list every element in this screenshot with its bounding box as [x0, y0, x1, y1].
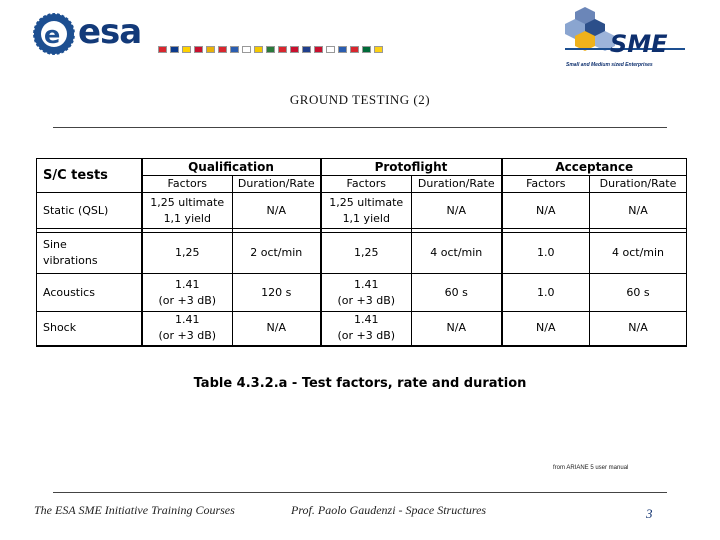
table-cell: 60 s [412, 274, 502, 312]
flag-icon [254, 46, 263, 53]
flag-icon [290, 46, 299, 53]
flag-icon [314, 46, 323, 53]
source-note: from ARIANE 5 user manual [553, 465, 629, 471]
row-test-name: Acoustics [37, 274, 142, 312]
table-cell: N/A [502, 193, 590, 229]
flag-icon [218, 46, 227, 53]
subheader: Factors [502, 176, 590, 193]
footer-course: The ESA SME Initiative Training Courses [34, 503, 235, 517]
table-cell: 1.0 [502, 233, 590, 274]
table-cell: 1.41 (or +3 dB) [142, 312, 233, 346]
table-cell: 60 s [590, 274, 687, 312]
flag-icon [374, 46, 383, 53]
flag-icon [206, 46, 215, 53]
member-state-flags [158, 46, 383, 53]
table-cell: 1.41 (or +3 dB) [321, 274, 412, 312]
flag-icon [350, 46, 359, 53]
table-cell: 1.41 (or +3 dB) [321, 312, 412, 346]
flag-icon [194, 46, 203, 53]
flag-icon [278, 46, 287, 53]
page-number: 3 [646, 506, 653, 521]
table-cell: N/A [233, 312, 321, 346]
title-divider [53, 127, 667, 128]
flag-icon [230, 46, 239, 53]
sc-tests-header: S/C tests [37, 159, 142, 193]
subheader: Factors [142, 176, 233, 193]
flag-icon [182, 46, 191, 53]
flag-icon [362, 46, 371, 53]
table-cell: 120 s [233, 274, 321, 312]
footer-divider [53, 492, 667, 493]
slide-title: GROUND TESTING (2) [289, 92, 431, 107]
table-caption: Table 4.3.2.a - Test factors, rate and duration [193, 376, 527, 391]
table-cell: N/A [412, 193, 502, 229]
group-qualification: Qualification [142, 159, 321, 176]
flag-icon [326, 46, 335, 53]
row-test-name: Sine vibrations [37, 233, 142, 274]
table-cell: 1,25 [142, 233, 233, 274]
test-factors-table [36, 158, 687, 347]
sme-logo-text: SME [610, 30, 668, 58]
subheader: Factors [321, 176, 412, 193]
table-cell: 1.41 (or +3 dB) [142, 274, 233, 312]
esa-logo-text: esa [78, 12, 142, 52]
table-cell: 1,25 [321, 233, 412, 274]
sme-tagline: Small and Medium sized Enterprises [566, 62, 653, 68]
flag-icon [170, 46, 179, 53]
flag-icon [302, 46, 311, 53]
subheader: Duration/Rate [233, 176, 321, 193]
row-test-name: Static (QSL) [37, 193, 142, 229]
flag-icon [158, 46, 167, 53]
flag-icon [266, 46, 275, 53]
table-cell: 1,25 ultimate 1,1 yield [321, 193, 412, 229]
subheader: Duration/Rate [590, 176, 687, 193]
group-protoflight: Protoflight [321, 159, 502, 176]
table-cell: N/A [590, 312, 687, 346]
table-cell: N/A [412, 312, 502, 346]
subheader: Duration/Rate [412, 176, 502, 193]
group-acceptance: Acceptance [502, 159, 687, 176]
flag-icon [242, 46, 251, 53]
table-cell: 4 oct/min [590, 233, 687, 274]
table-cell: 1.0 [502, 274, 590, 312]
table-cell: 4 oct/min [412, 233, 502, 274]
footer-author: Prof. Paolo Gaudenzi - Space Structures [291, 503, 487, 517]
table-cell: N/A [233, 193, 321, 229]
flag-icon [338, 46, 347, 53]
table-cell: N/A [502, 312, 590, 346]
row-test-name: Shock [37, 312, 142, 346]
table-cell: 2 oct/min [233, 233, 321, 274]
table-cell: 1,25 ultimate 1,1 yield [142, 193, 233, 229]
table-cell: N/A [590, 193, 687, 229]
svg-text:e: e [44, 21, 61, 49]
